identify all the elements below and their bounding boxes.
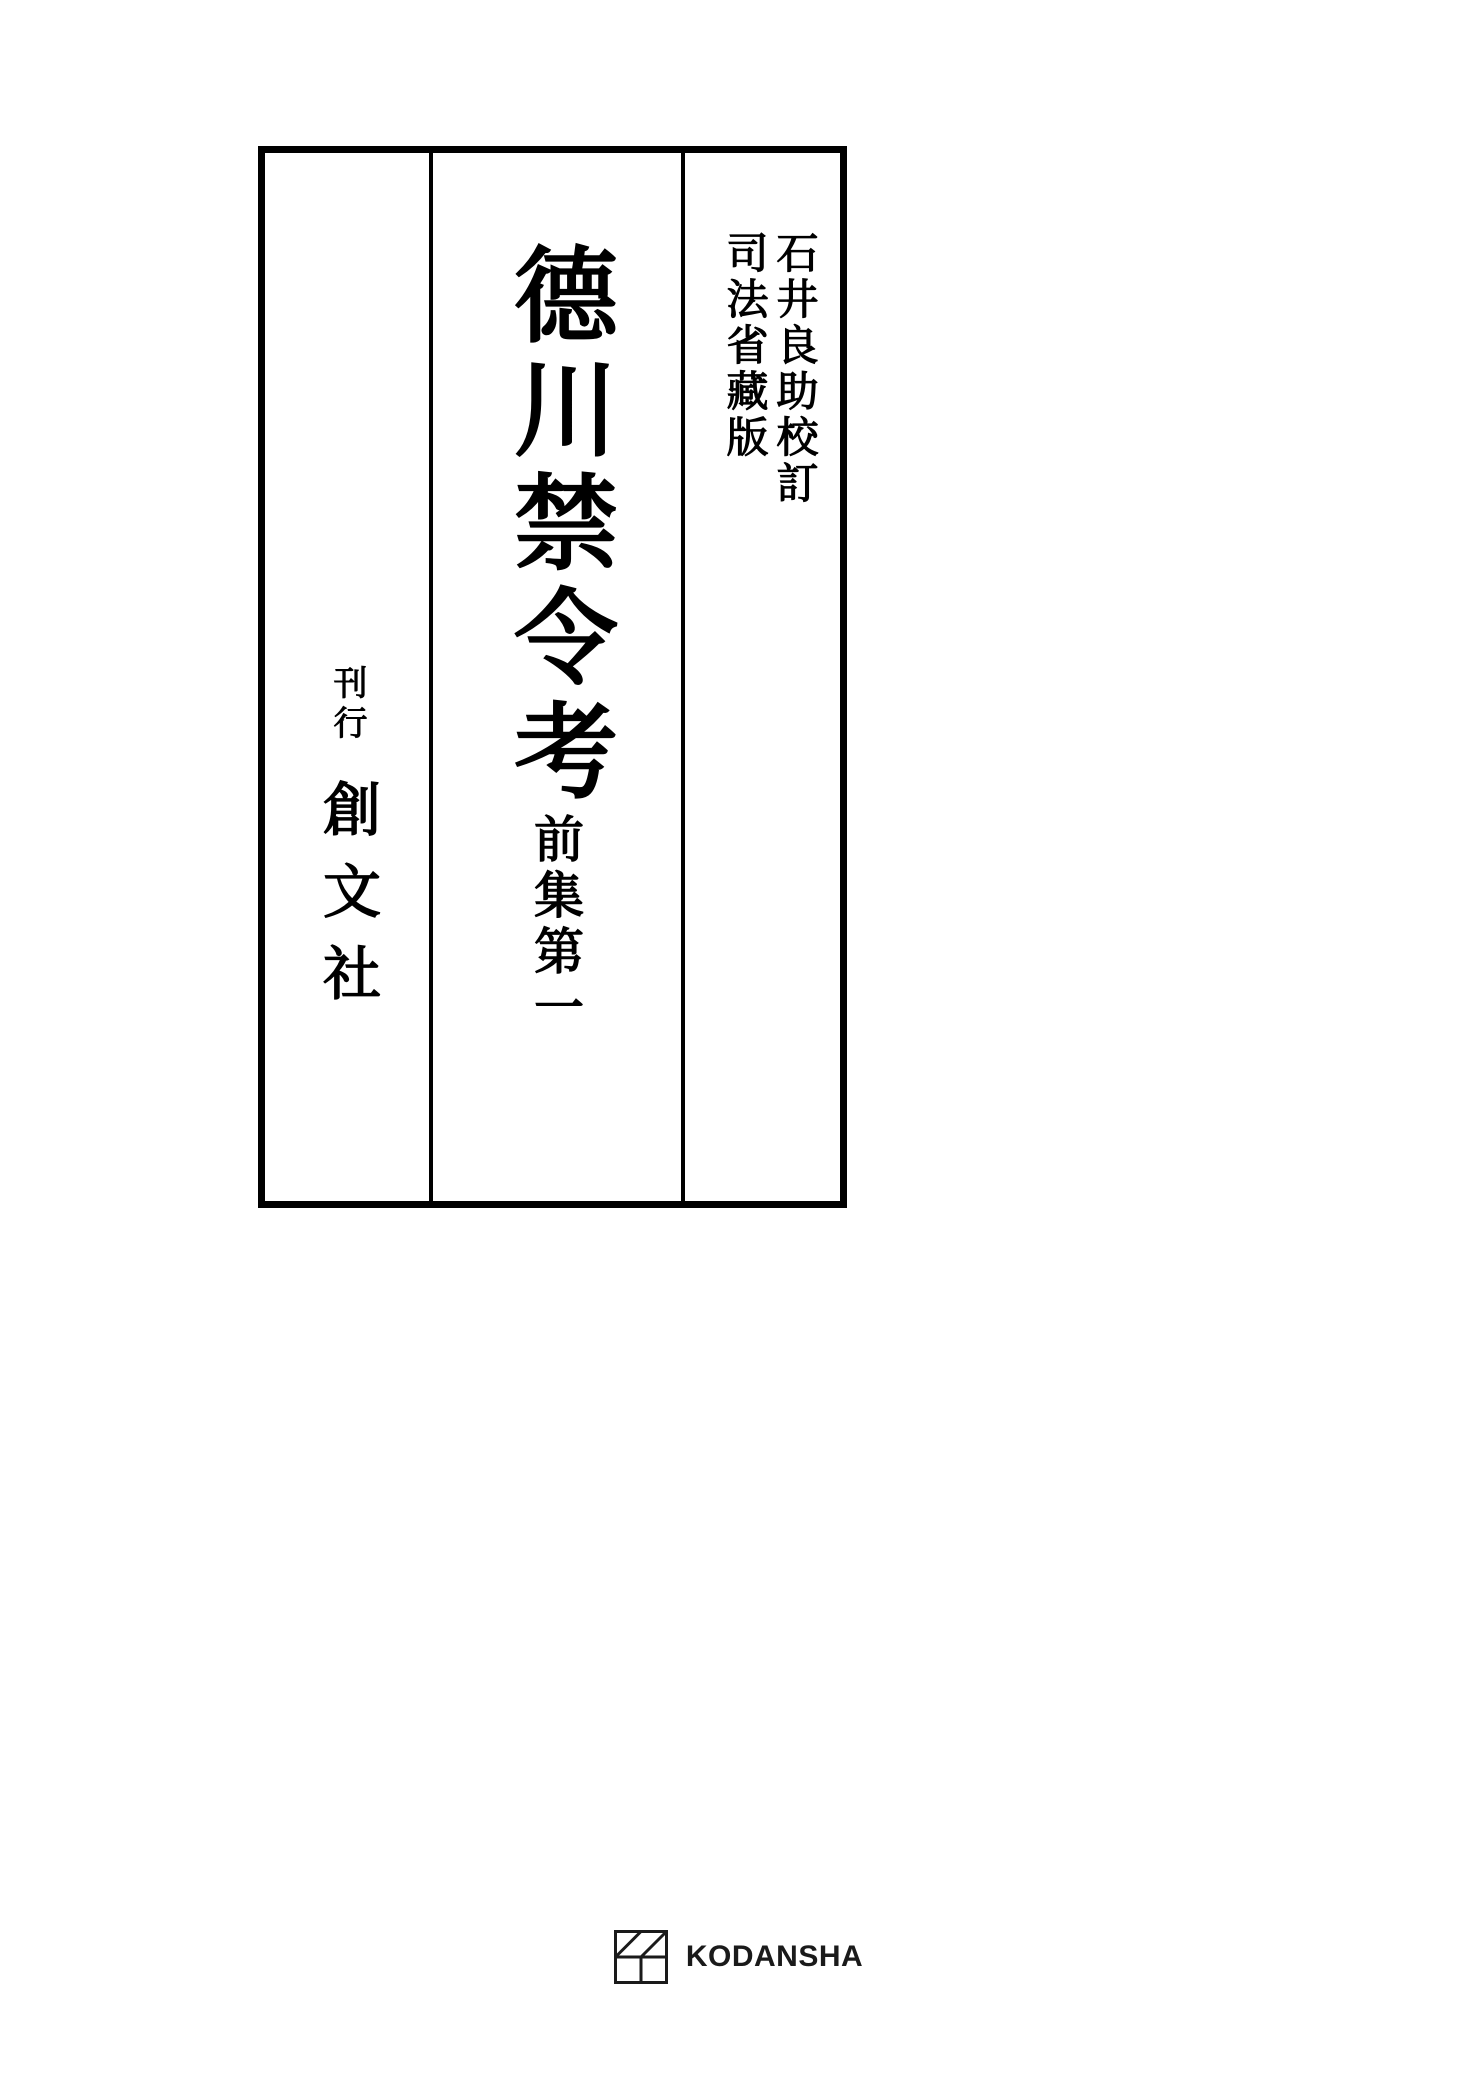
editor-column <box>685 153 854 1201</box>
title-column <box>433 153 681 1201</box>
title-page-frame <box>258 146 847 1208</box>
publisher-column <box>265 153 429 1201</box>
publisher-name: 創文社 <box>313 779 381 1025</box>
kodansha-logo-icon <box>614 1930 668 1984</box>
editor-lines <box>720 231 820 507</box>
page-title: 德川禁令考 <box>496 241 619 811</box>
volume-label: 前集第一 <box>526 813 585 1037</box>
editor-line-provenance: 司法省藏版 <box>720 231 770 461</box>
publisher-logo-text: KODANSHA <box>685 1940 864 1973</box>
publisher-prefix: 刊行 <box>327 665 367 745</box>
editor-line-editor: 石井良助校訂 <box>770 231 820 507</box>
publisher-logo <box>0 1930 1477 1984</box>
